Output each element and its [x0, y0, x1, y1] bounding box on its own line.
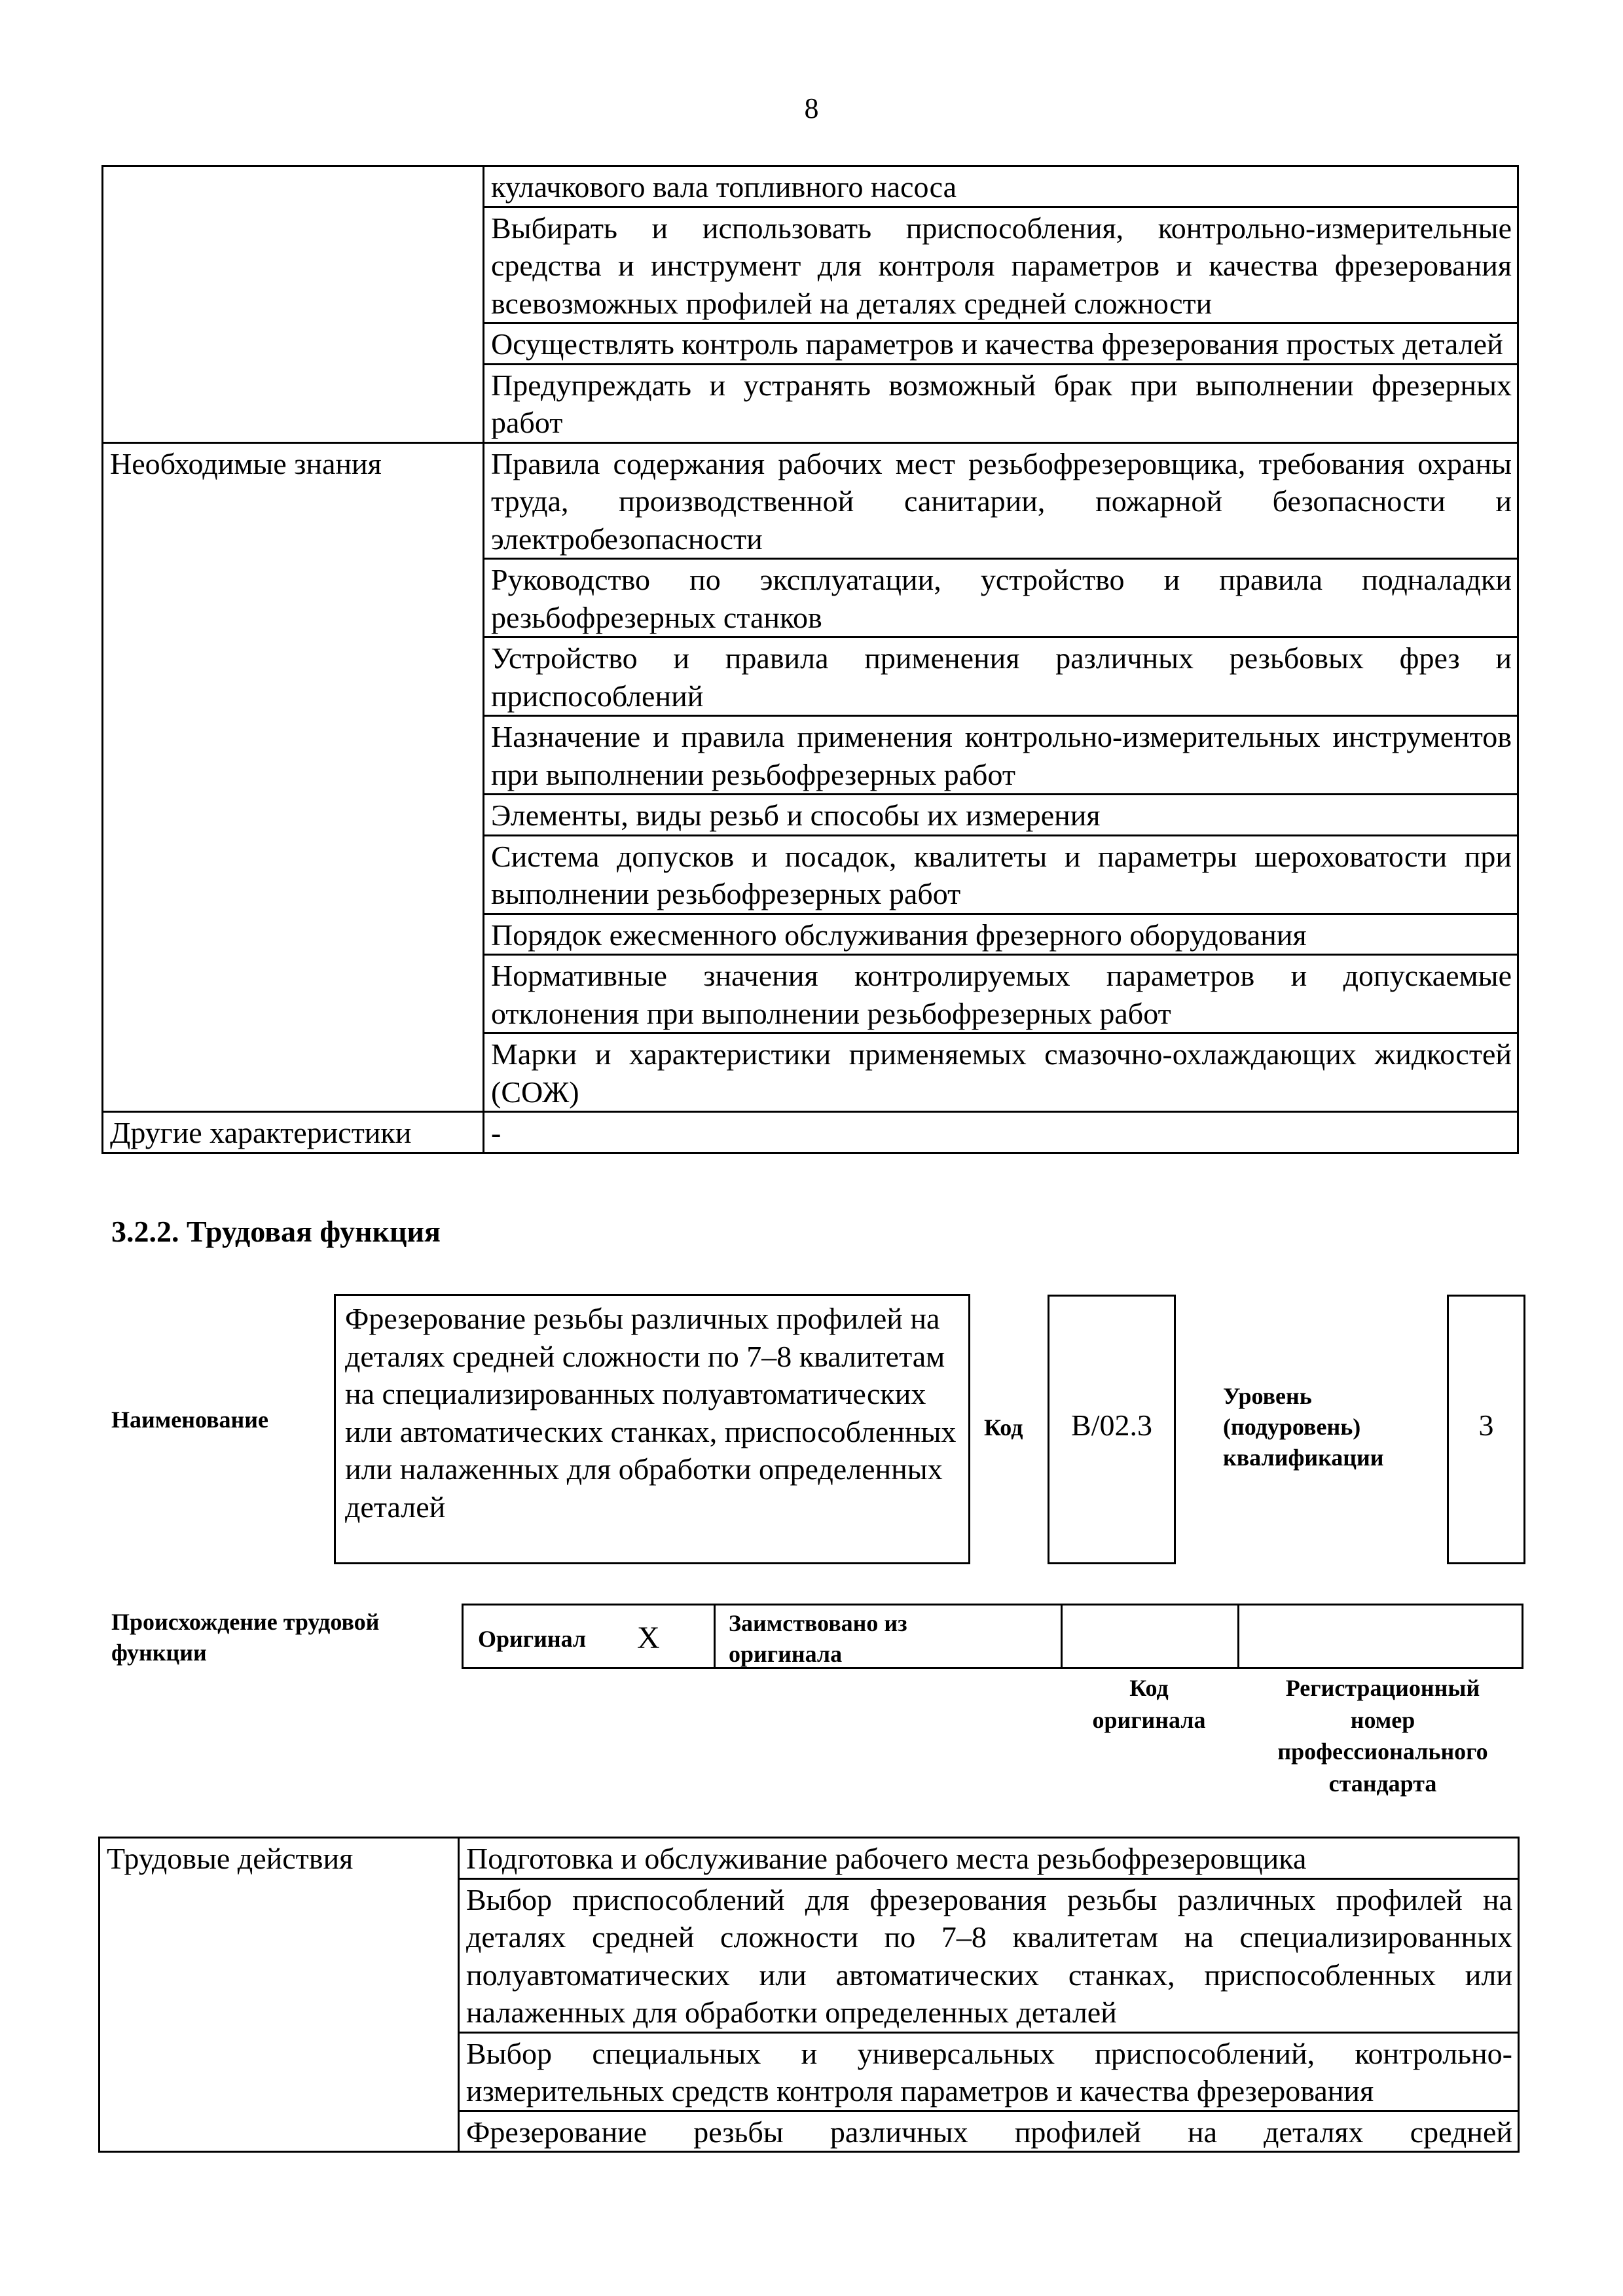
other-label: Другие характеристики: [103, 1112, 484, 1153]
name-label: Наименование: [111, 1407, 268, 1433]
level-box: 3: [1447, 1295, 1525, 1564]
knowledge-label: Необходимые знания: [103, 442, 484, 1112]
row-text: Подготовка и обслуживание рабочего места резьбофрезеровщика: [459, 1838, 1519, 1879]
code-label: Код: [984, 1414, 1023, 1441]
function-name-box: Фрезерование резьбы различных профилей на деталях средней сложности по 7–8 квалитетам на специализированных полуавтоматических или автоматических станках, приспособленных или налаженных для обработки определенных деталей: [334, 1294, 970, 1564]
row-label: [103, 166, 484, 443]
origin-label-line: функции: [111, 1639, 207, 1666]
row-text: Нормативные значения контролируемых параметров и допускаемые отклонения при выполнении резьбофрезерных работ: [484, 955, 1518, 1033]
row-text: -: [484, 1112, 1518, 1153]
code-box: B/02.3: [1048, 1295, 1176, 1564]
table-row: [103, 442, 1518, 559]
table-row: [100, 1838, 1519, 1879]
section-heading: 3.2.2. Трудовая функция: [111, 1215, 441, 1248]
row-text: Фрезерование резьбы различных профилей на деталях средней: [459, 2111, 1519, 2152]
original-label: Оригинал: [478, 1626, 587, 1652]
row-text: Выбор приспособлений для фрезерования резьбы различных профилей на деталях средней сложности по 7–8 квалитетам на специализированных полуавтоматических или автоматических станках, приспособленных или налаженных для обработки определенных деталей: [459, 1878, 1519, 2032]
borrowed-label: [729, 1608, 907, 1670]
row-text: Порядок ежесменного обслуживания фрезерного оборудования: [484, 914, 1518, 955]
caption-line: Код: [1129, 1675, 1169, 1701]
row-text: Назначение и правила применения контрольно-измерительных инструментов при выполнении резьбофрезерных работ: [484, 716, 1518, 795]
borrowed-label-line: оригинала: [729, 1640, 843, 1667]
row-text: Выбор специальных и универсальных приспособлений, контрольно-измерительных средств контроля параметров и качества фрезерования: [459, 2032, 1519, 2111]
table-row: [103, 166, 1518, 207]
actions-label: Трудовые действия: [100, 1838, 459, 2152]
requirements-table: [101, 165, 1519, 1154]
original-code-caption: [1061, 1672, 1237, 1736]
row-text: Правила содержания рабочих мест резьбофрезеровщика, требования охраны труда, производственной санитарии, пожарной безопасности и электробезопасности: [484, 442, 1518, 559]
caption-line: профессионального: [1277, 1738, 1488, 1765]
row-text: Выбирать и использовать приспособления, контрольно-измерительные средства и инструмент для контроля параметров и качества фрезерования всевозможных профилей на деталях средней сложности: [484, 207, 1518, 323]
level-label-line: Уровень: [1223, 1383, 1312, 1409]
borrowed-label-line: Заимствовано из: [729, 1610, 907, 1636]
caption-line: оригинала: [1092, 1706, 1206, 1733]
caption-line: Регистрационный: [1285, 1675, 1480, 1701]
original-cell: [464, 1605, 716, 1667]
origin-label-line: Происхождение трудовой: [111, 1609, 380, 1635]
borrowed-cell: [716, 1605, 1063, 1667]
level-label: [1223, 1381, 1384, 1473]
page-number: 8: [804, 92, 819, 124]
caption-line: стандарта: [1328, 1770, 1437, 1797]
row-text: Предупреждать и устранять возможный брак при выполнении фрезерных работ: [484, 364, 1518, 442]
row-text: Элементы, виды резьб и способы их измерения: [484, 795, 1518, 836]
level-label-line: (подуровень): [1223, 1413, 1361, 1440]
row-text: кулачкового вала топливного насоса: [484, 166, 1518, 207]
actions-table: [98, 1837, 1520, 2153]
table-row: [103, 1112, 1518, 1153]
level-label-line: квалификации: [1223, 1444, 1384, 1471]
registration-number-caption: [1241, 1672, 1525, 1799]
row-text: Руководство по эксплуатации, устройство и правила подналадки резьбофрезерных станков: [484, 559, 1518, 637]
origin-row: [462, 1604, 1523, 1669]
row-text: Осуществлять контроль параметров и качества фрезерования простых деталей: [484, 323, 1518, 365]
origin-label: [111, 1607, 379, 1668]
row-text: Устройство и правила применения различных резьбовых фрез и приспособлений: [484, 637, 1518, 716]
row-text: Марки и характеристики применяемых смазочно-охлаждающих жидкостей (СОЖ): [484, 1033, 1518, 1112]
original-code-cell: [1063, 1605, 1239, 1667]
original-mark: X: [637, 1621, 660, 1655]
row-text: Система допусков и посадок, квалитеты и параметры шероховатости при выполнении резьбофрезерных работ: [484, 835, 1518, 914]
registration-number-cell: [1239, 1605, 1523, 1667]
caption-line: номер: [1350, 1706, 1415, 1733]
